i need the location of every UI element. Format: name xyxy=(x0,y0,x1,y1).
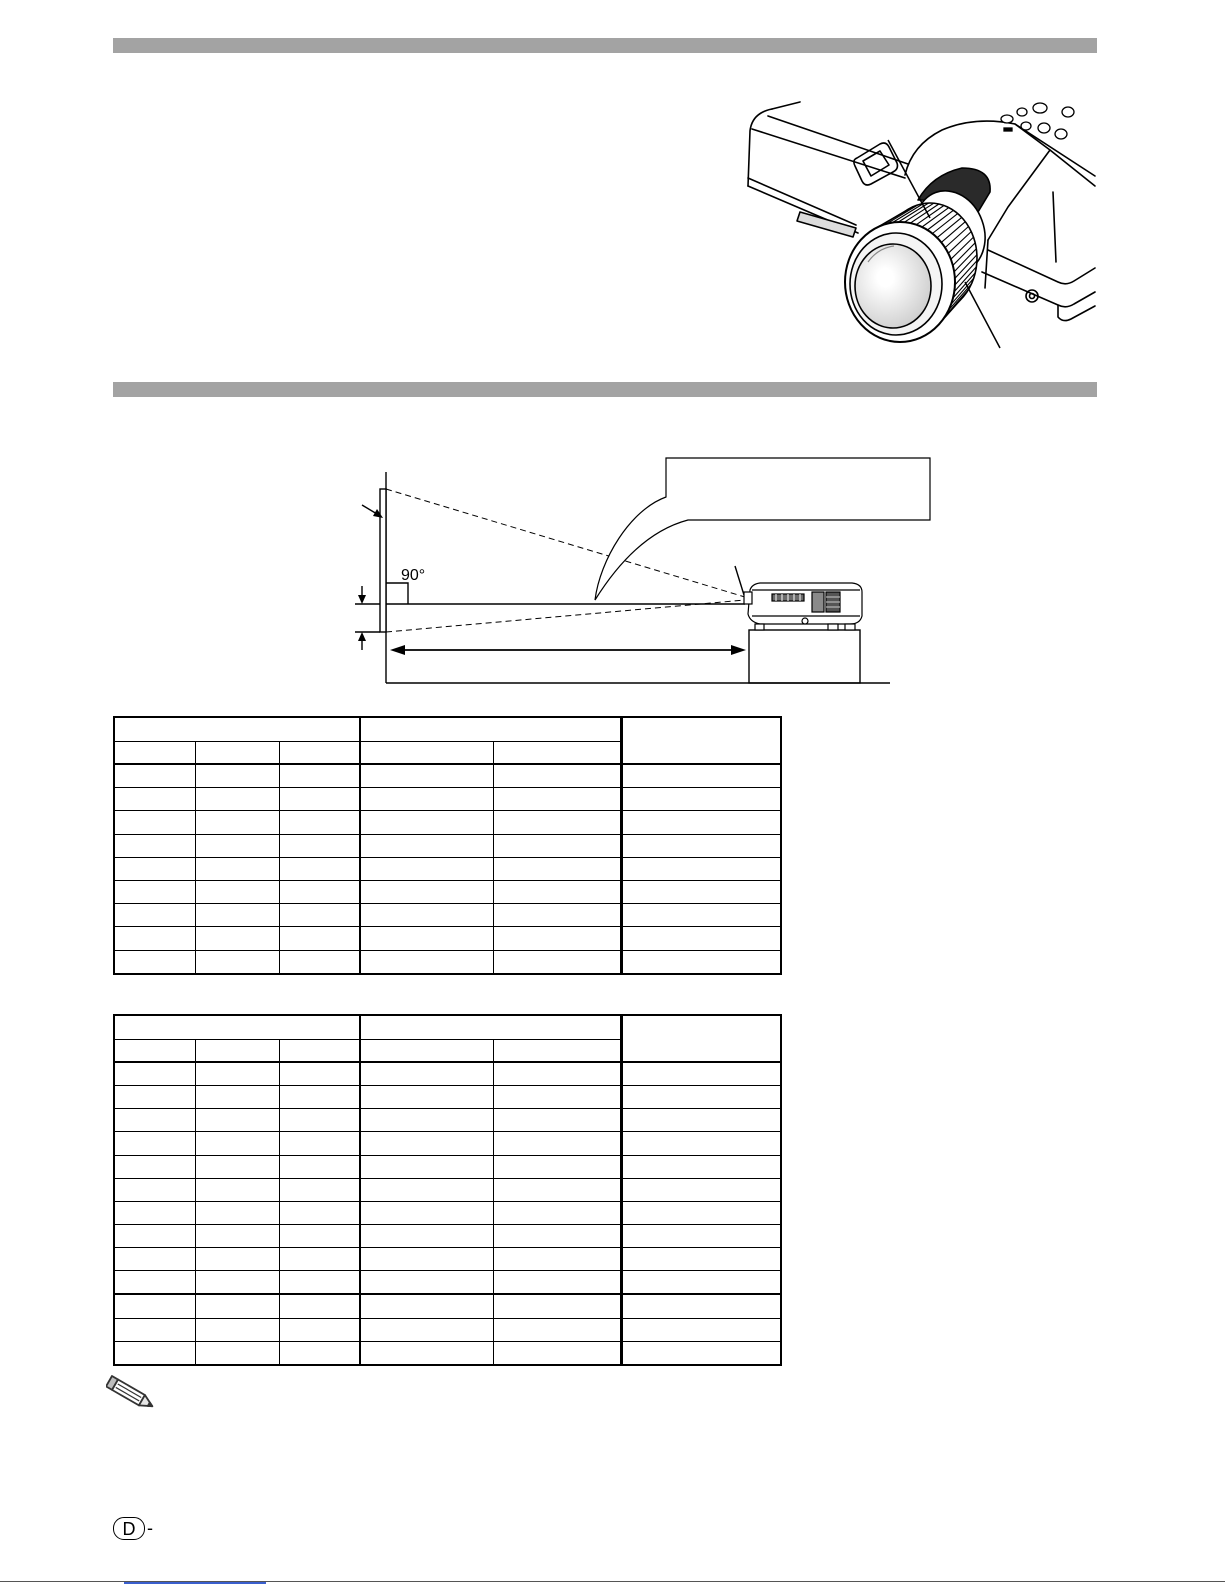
right-angle-label: 90° xyxy=(401,567,426,584)
table-cell xyxy=(279,1224,360,1247)
header-row xyxy=(114,717,781,742)
column-group-header xyxy=(621,1015,781,1062)
table-header xyxy=(114,1015,781,1062)
table-row xyxy=(114,927,781,950)
link-underline xyxy=(124,1582,266,1584)
table-cell xyxy=(195,950,279,974)
table-cell xyxy=(195,1224,279,1247)
table-cell xyxy=(279,1062,360,1086)
table-cell xyxy=(621,1294,781,1318)
table-cell xyxy=(621,1224,781,1247)
table-cell xyxy=(360,857,493,880)
offset-arrowhead-down xyxy=(358,595,366,604)
column-header xyxy=(114,742,195,765)
column-header xyxy=(279,742,360,765)
table-cell xyxy=(360,1132,493,1155)
data-table xyxy=(113,1014,782,1366)
table-cell xyxy=(621,1086,781,1109)
table-cell xyxy=(279,1294,360,1318)
table-cell xyxy=(360,788,493,811)
table-cell xyxy=(621,950,781,974)
table-row xyxy=(114,1224,781,1247)
table-cell xyxy=(621,1201,781,1224)
data-table xyxy=(113,716,782,975)
table-cell xyxy=(114,1178,195,1201)
table-cell xyxy=(114,950,195,974)
pencil-icon xyxy=(106,1372,164,1418)
table-cell xyxy=(621,1178,781,1201)
table-cell xyxy=(493,1109,621,1132)
table-cell xyxy=(195,904,279,927)
table-cell xyxy=(195,1086,279,1109)
table-row xyxy=(114,1155,781,1178)
table-header xyxy=(114,717,781,764)
table-cell xyxy=(114,1341,195,1365)
table-cell xyxy=(621,1248,781,1271)
table-row xyxy=(114,1062,781,1086)
lens-leader-line xyxy=(735,566,744,595)
table-row xyxy=(114,1086,781,1109)
table-cell xyxy=(279,927,360,950)
table-cell xyxy=(114,927,195,950)
table-cell xyxy=(493,904,621,927)
lens-assembly xyxy=(845,181,996,342)
table-cell xyxy=(493,950,621,974)
table-cell xyxy=(621,1062,781,1086)
section-header-bar xyxy=(113,382,1097,397)
table-cell xyxy=(195,1155,279,1178)
table-cell xyxy=(114,811,195,834)
table-cell xyxy=(621,880,781,903)
table-cell xyxy=(621,1155,781,1178)
table-cell xyxy=(621,1271,781,1295)
table-cell xyxy=(621,1109,781,1132)
table-cell xyxy=(279,1271,360,1295)
table-row xyxy=(114,764,781,788)
table-cell xyxy=(621,1318,781,1341)
screen xyxy=(380,489,386,632)
table-cell xyxy=(279,950,360,974)
table-cell xyxy=(621,904,781,927)
table-cell xyxy=(195,1318,279,1341)
table-cell xyxy=(360,1341,493,1365)
table-cell xyxy=(279,1248,360,1271)
projection-distance-diagram xyxy=(340,450,940,695)
table-cell xyxy=(493,880,621,903)
section-header-bar xyxy=(113,38,1097,53)
table-row xyxy=(114,1178,781,1201)
table-row xyxy=(114,880,781,903)
table-cell xyxy=(114,1318,195,1341)
table-row xyxy=(114,1132,781,1155)
table-cell xyxy=(360,1201,493,1224)
table-cell xyxy=(621,764,781,788)
table-cell xyxy=(493,927,621,950)
column-group-header xyxy=(621,717,781,764)
table-cell xyxy=(279,1109,360,1132)
column-header xyxy=(114,1040,195,1063)
table-cell xyxy=(493,1086,621,1109)
table-cell xyxy=(493,1271,621,1295)
table-cell xyxy=(360,811,493,834)
table-cell xyxy=(195,1109,279,1132)
table-cell xyxy=(493,788,621,811)
table-cell xyxy=(360,1109,493,1132)
projector-icon xyxy=(744,583,862,630)
table-row xyxy=(114,788,781,811)
table-cell xyxy=(195,1201,279,1224)
table-cell xyxy=(493,1248,621,1271)
table-cell xyxy=(195,1294,279,1318)
table-row xyxy=(114,1201,781,1224)
table-cell xyxy=(621,811,781,834)
page-number-marker xyxy=(113,1517,153,1540)
table-cell xyxy=(493,1178,621,1201)
column-header xyxy=(360,742,493,765)
table-cell xyxy=(279,1201,360,1224)
table-cell xyxy=(114,1155,195,1178)
table-cell xyxy=(493,834,621,857)
table-cell xyxy=(360,1155,493,1178)
table-cell xyxy=(621,927,781,950)
table-cell xyxy=(279,1155,360,1178)
table-cell xyxy=(114,1132,195,1155)
table-row xyxy=(114,834,781,857)
table-cell xyxy=(114,904,195,927)
table-cell xyxy=(114,1109,195,1132)
table-cell xyxy=(195,834,279,857)
table-row xyxy=(114,857,781,880)
column-group-header xyxy=(114,717,360,742)
table-cell xyxy=(279,811,360,834)
lens-glass xyxy=(855,244,931,328)
header-row xyxy=(114,1015,781,1040)
table-row xyxy=(114,1109,781,1132)
column-group-header xyxy=(114,1015,360,1040)
table-cell xyxy=(360,950,493,974)
table-row xyxy=(114,1294,781,1318)
table-cell xyxy=(195,811,279,834)
table-cell xyxy=(195,1062,279,1086)
table-cell xyxy=(195,1271,279,1295)
table-cell xyxy=(360,1224,493,1247)
projector-lens-illustration xyxy=(740,95,1100,355)
table-cell xyxy=(493,857,621,880)
column-header xyxy=(279,1040,360,1063)
screen-pointer-line xyxy=(362,505,377,514)
control-buttons xyxy=(1001,103,1074,139)
table-row xyxy=(114,904,781,927)
table-cell xyxy=(493,1224,621,1247)
table-cell xyxy=(279,904,360,927)
table-cell xyxy=(360,1248,493,1271)
table-cell xyxy=(114,880,195,903)
table-cell xyxy=(195,927,279,950)
table-row xyxy=(114,1318,781,1341)
table-cell xyxy=(493,1318,621,1341)
table-cell xyxy=(279,788,360,811)
column-header xyxy=(360,1040,493,1063)
table-cell xyxy=(621,834,781,857)
table-cell xyxy=(195,1178,279,1201)
table-cell xyxy=(360,927,493,950)
table-cell xyxy=(360,1062,493,1086)
table-cell xyxy=(279,834,360,857)
table-cell xyxy=(279,880,360,903)
table-cell xyxy=(493,811,621,834)
table-cell xyxy=(114,1086,195,1109)
table-cell xyxy=(195,1132,279,1155)
table-cell xyxy=(621,1341,781,1365)
table-cell xyxy=(195,880,279,903)
column-header xyxy=(493,742,621,765)
callout-bubble xyxy=(595,458,930,600)
table-cell xyxy=(493,764,621,788)
table-body xyxy=(114,1062,781,1365)
table-cell xyxy=(279,1132,360,1155)
distance-arrowhead-right xyxy=(731,645,746,655)
column-group-header xyxy=(360,1015,621,1040)
table-cell xyxy=(360,1086,493,1109)
page-section-letter: D xyxy=(113,1517,145,1540)
table-cell xyxy=(114,1224,195,1247)
table-cell xyxy=(195,764,279,788)
table-cell xyxy=(279,1178,360,1201)
table-cell xyxy=(621,857,781,880)
column-group-header xyxy=(360,717,621,742)
table-cell xyxy=(360,764,493,788)
table-cell xyxy=(279,1086,360,1109)
page-number-suffix: - xyxy=(147,1518,153,1538)
table-cell xyxy=(493,1132,621,1155)
table-cell xyxy=(114,1201,195,1224)
table-cell xyxy=(493,1201,621,1224)
table-body xyxy=(114,764,781,974)
table-row xyxy=(114,1271,781,1295)
table-cell xyxy=(279,1341,360,1365)
table-cell xyxy=(360,1271,493,1295)
table-cell xyxy=(195,788,279,811)
column-header xyxy=(493,1040,621,1063)
table-cell xyxy=(114,788,195,811)
column-header xyxy=(195,742,279,765)
table-cell xyxy=(360,834,493,857)
table-cell xyxy=(493,1294,621,1318)
table-cell xyxy=(360,1294,493,1318)
table-cell xyxy=(195,1341,279,1365)
table-cell xyxy=(114,1062,195,1086)
table-cell xyxy=(360,880,493,903)
right-angle-mark xyxy=(386,583,408,604)
table-cell xyxy=(360,1318,493,1341)
table-cell xyxy=(360,904,493,927)
table-cell xyxy=(279,857,360,880)
table-cell xyxy=(114,857,195,880)
projection-edge-bottom xyxy=(386,600,745,632)
table-cell xyxy=(279,1318,360,1341)
table-row xyxy=(114,950,781,974)
table-cell xyxy=(195,1248,279,1271)
table-cell xyxy=(114,1271,195,1295)
distance-arrowhead-left xyxy=(390,645,405,655)
table-row xyxy=(114,811,781,834)
table-cell xyxy=(493,1341,621,1365)
offset-arrowhead-up xyxy=(358,632,366,641)
table-cell xyxy=(621,1132,781,1155)
table-cell xyxy=(114,764,195,788)
table-cell xyxy=(493,1062,621,1086)
table-cell xyxy=(493,1155,621,1178)
table-cell xyxy=(114,834,195,857)
table-cell xyxy=(114,1248,195,1271)
table-row xyxy=(114,1248,781,1271)
table-cell xyxy=(279,764,360,788)
column-header xyxy=(195,1040,279,1063)
table-cell xyxy=(114,1294,195,1318)
table-cell xyxy=(360,1178,493,1201)
projector-stand xyxy=(749,630,860,683)
table-cell xyxy=(621,788,781,811)
table-cell xyxy=(195,857,279,880)
table-row xyxy=(114,1341,781,1365)
